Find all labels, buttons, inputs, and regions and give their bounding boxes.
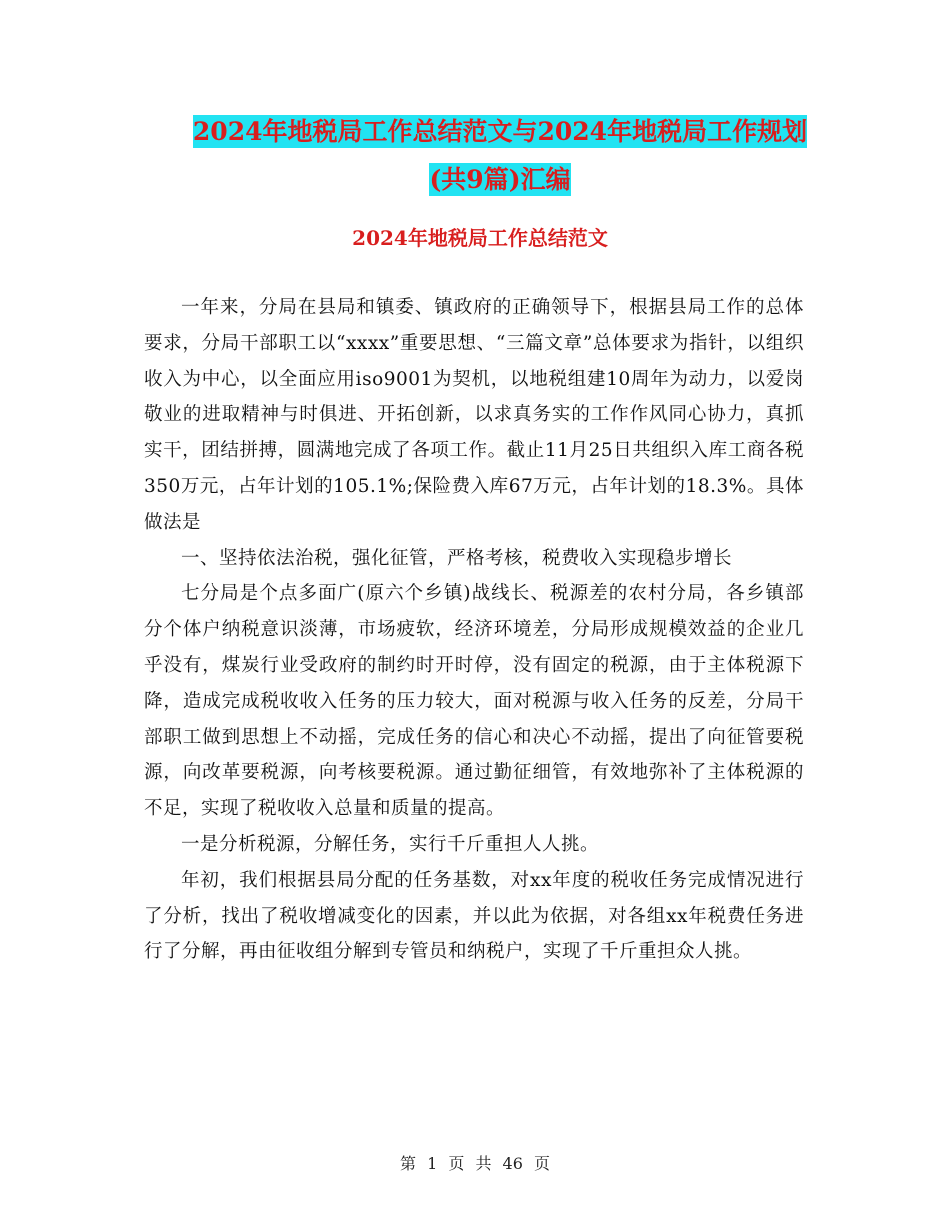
- paragraph-intro: 一年来，分局在县局和镇委、镇政府的正确领导下，根据县局工作的总体要求，分局干部职工以“xxxx”重要思想、“三篇文章”总体要求为指针，以组织收入为中心，以全面应用iso9001为契机，以地税组建10周年为动力，以爱岗敬业的进取精神与时俱进、开拓创新，以求真务实的工作作风同心协力，真抓实干，团结拼搏，圆满地完成了各项工作。截止11月25日共组织入库工商各税350万元，占年计划的105.1%;保险费入库67万元，占年计划的18.3%。具体做法是: [144, 297, 804, 533]
- section-heading: 2024年地税局工作总结范文: [352, 226, 608, 250]
- paragraph-task-breakdown: 年初，我们根据县局分配的任务基数，对xx年度的税收任务完成情况进行了分析，找出了税收增减变化的因素，并以此为依据，对各组xx年税费任务进行了分解，再由征收组分解到专管员和纳税户，实现了千斤重担众人挑。: [144, 869, 804, 963]
- paragraph-subpoint-one: 一是分析税源，分解任务，实行千斤重担人人挑。: [181, 833, 600, 855]
- paragraph-branch-situation: 七分局是个点多面广(原六个乡镇)战线长、税源差的农村分局，各乡镇部分个体户纳税意识淡薄，市场疲软，经济环境差，分局形成规模效益的企业几乎没有，煤炭行业受政府的制约时开时停，没有固定的税源，由于主体税源下降，造成完成税收收入任务的压力较大，面对税源与收入任务的反差，分局干部职工做到思想上不动摇，完成任务的信心和决心不动摇，提出了向征管要税源，向改革要税源，向考核要税源。通过勤征细管，有效地弥补了主体税源的不足，实现了税收收入总量和质量的提高。: [144, 583, 804, 820]
- document-title: [140, 108, 860, 204]
- document-title-line-2: (共9篇)汇编: [429, 165, 571, 194]
- document-title-line-1: 2024年地税局工作总结范文与2024年地税局工作规划: [192, 117, 808, 146]
- paragraph-point-one-heading: 一、坚持依法治税，强化征管，严格考核，税费收入实现稳步增长: [181, 547, 733, 569]
- document-body: [144, 290, 804, 970]
- page-number-footer: 第 1 页 共 46 页: [400, 1154, 550, 1173]
